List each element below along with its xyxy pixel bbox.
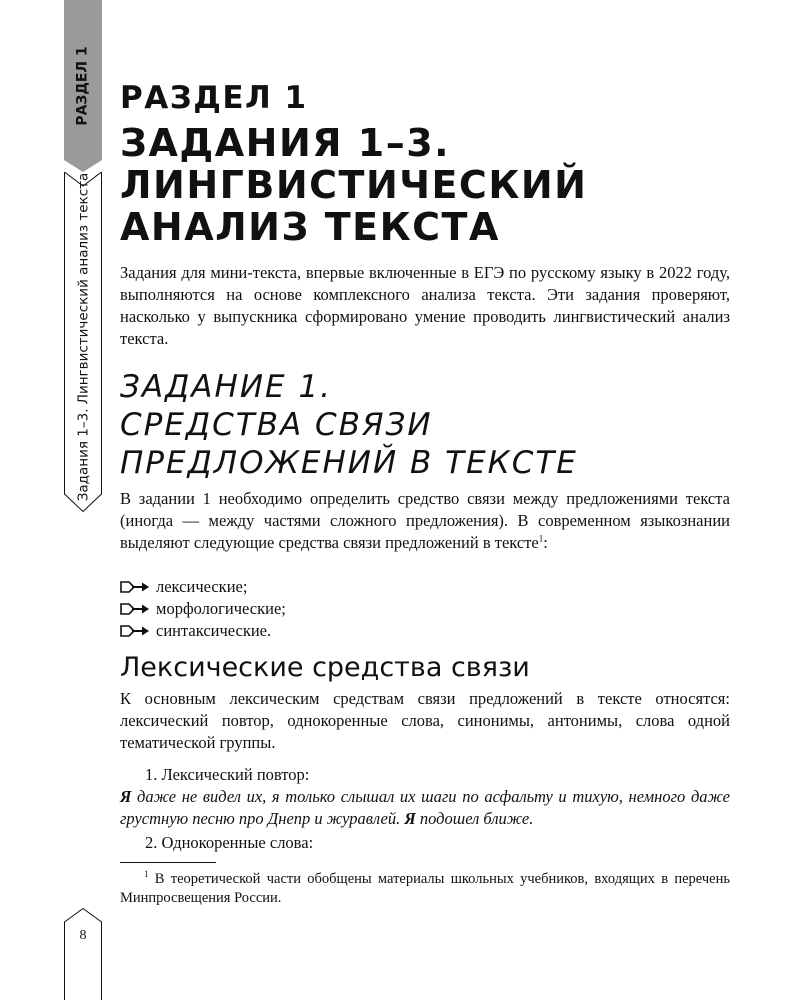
page-title-line: АНАЛИЗ ТЕКСТА [120, 205, 500, 249]
connection-types-list [120, 576, 286, 642]
example-text-part: даже не видел их, я только слышал их шаги по асфальту и тихую, немного даже грустную песню про Днепр и журавлей. [120, 787, 730, 828]
intro-paragraph: Задания для мини-текста, впервые включенные в ЕГЭ по русскому языку в 2022 году, выполняются на основе комплексного анализа текста. Эти задания проверяют, насколько у выпускника сформировано умение проводить лингвистический анализ текста. [120, 263, 730, 348]
lexical-heading: Лексические средства связи [120, 652, 530, 683]
arrow-bullet-icon [120, 625, 150, 637]
topic-tab [64, 172, 102, 502]
topic-tab-label: Задания 1–3. Лингвистический анализ текста [75, 172, 92, 502]
list-item-label: синтаксические. [156, 621, 272, 640]
section-label: РАЗДЕЛ 1 [120, 80, 308, 116]
page-number: 8 [79, 928, 87, 943]
footnote-text: В теоретической части обобщены материалы школьных учебников, входящих в перечень Минпросвещения России. [120, 871, 730, 906]
highlighted-word: Я [404, 809, 416, 828]
arrow-bullet-icon [120, 581, 150, 593]
footnote-divider [120, 862, 216, 863]
list-item [120, 598, 286, 620]
section-tab [64, 0, 102, 172]
footnote-number: 1 [144, 869, 149, 880]
list-item [120, 620, 286, 642]
task-paragraph [120, 488, 730, 554]
section-tab-label: РАЗДЕЛ 1 [75, 46, 92, 126]
task-title-line: СРЕДСТВА СВЯЗИ [120, 407, 433, 443]
page-title-line: ЗАДАНИЯ 1–3. [120, 121, 451, 165]
task-title-line: ПРЕДЛОЖЕНИЙ В ТЕКСТЕ [120, 445, 578, 481]
lexical-paragraph: К основным лексическим средствам связи предложений в тексте относятся: лексический повтор, однокоренные слова, синонимы, антонимы, слова одной тематической группы. [120, 689, 730, 752]
footnote-reference: 1 [538, 533, 544, 544]
example-text-part: подошел ближе. [415, 809, 534, 828]
task-title-line: ЗАДАНИЕ 1. [120, 369, 333, 405]
list-item [120, 576, 286, 598]
page-number-tab [64, 908, 102, 1000]
task-paragraph-text: В задании 1 необходимо определить средство связи между предложениями текста (иногда — между частями сложного предложения). В современном языкознании выделяют следующие средства связи предложений в тексте [120, 489, 730, 552]
example-1-label: 1. Лексический повтор: [145, 765, 310, 784]
list-item-label: морфологические; [156, 599, 286, 618]
highlighted-word: Я [120, 787, 132, 806]
list-item-label: лексические; [156, 577, 248, 596]
task-paragraph-end: : [543, 533, 548, 552]
task-title [120, 368, 578, 482]
page-title-line: ЛИНГВИСТИЧЕСКИЙ [120, 163, 588, 207]
example-1-text [120, 786, 730, 830]
arrow-bullet-icon [120, 603, 150, 615]
page-title [120, 122, 587, 248]
example-2-label: 2. Однокоренные слова: [145, 833, 314, 852]
footnote [120, 870, 730, 908]
